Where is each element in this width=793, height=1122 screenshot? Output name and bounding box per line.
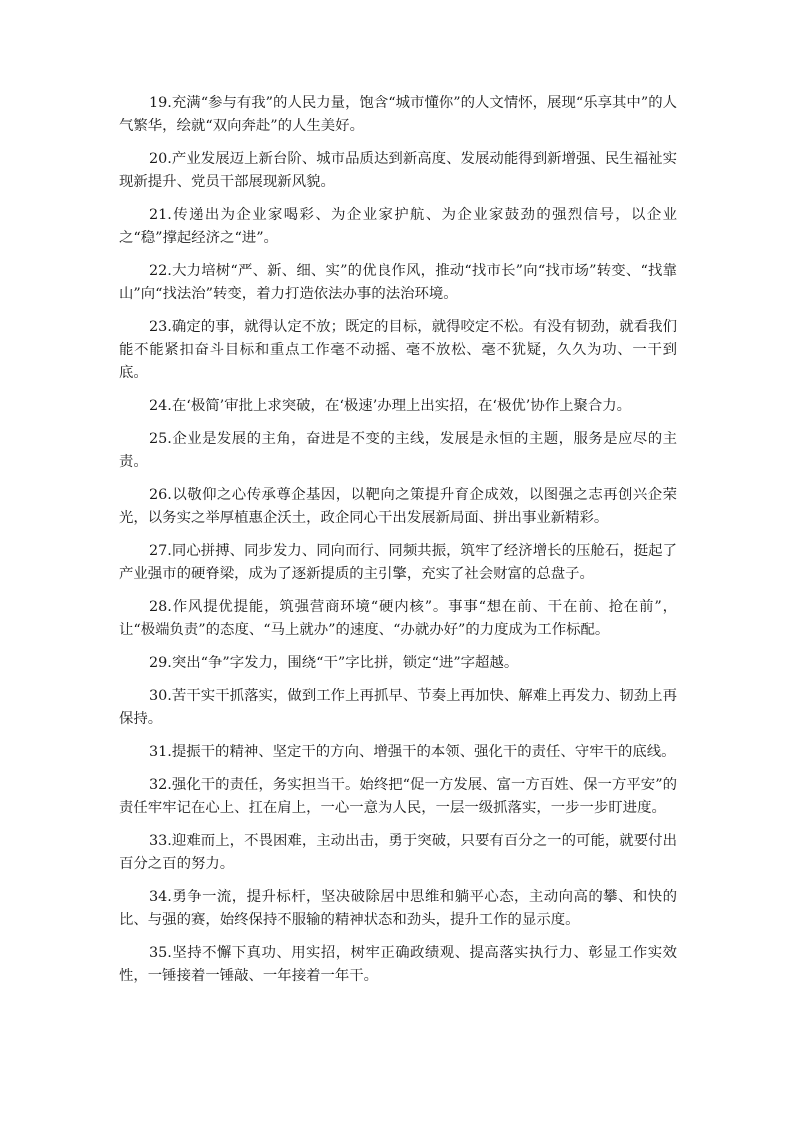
paragraph-32: 32.强化干的责任，务实担当干。始终把“促一方发展、富一方百姓、保一方平安”的责任牢牢记在心上、扛在肩上，一心一意为人民，一层一级抓落实，一步一步盯进度。 (119, 777, 677, 816)
paragraph-29: 29.突出“争”字发力，围绕“干”字比拼，锁定“进”字超越。 (149, 655, 519, 671)
paragraph-24: 24.在‘极简’审批上求突破，在‘极速’办理上出实招，在‘极优’协作上聚合力。 (149, 398, 632, 414)
paragraph-34: 34.勇争一流，提升标杆，坚决破除居中思维和躺平心态，主动向高的攀、和快的比、与强的赛，始终保持不服输的精神状态和劲头，提升工作的显示度。 (119, 889, 677, 928)
paragraph-26: 26.以敬仰之心传承尊企基因，以靶向之策提升育企成效，以图强之志再创兴企荣光，以务实之举厚植惠企沃土，政企同心干出发展新局面、拼出事业新精彩。 (119, 487, 677, 526)
paragraph-28: 28.作风提优提能，筑强营商环境“硬内核”。事事“想在前、干在前、抢在前”，让“极端负责”的态度、“马上就办”的速度、“办就办好”的力度成为工作标配。 (119, 599, 677, 638)
paragraph-23: 23.确定的事，就得认定不放；既定的目标，就得咬定不松。有没有韧劲，就看我们能不能紧扣奋斗目标和重点工作毫不动摇、毫不放松、毫不犹疑，久久为功、一干到底。 (119, 319, 677, 381)
paragraph-31: 31.提振干的精神、坚定干的方向、增强干的本领、强化干的责任、守牢干的底线。 (149, 744, 676, 760)
paragraph-35: 35.坚持不懈下真功、用实招，树牢正确政绩观、提高落实执行力、彰显工作实效性，一锤接着一锤敲、一年接着一年干。 (119, 945, 677, 984)
paragraph-22: 22.大力培树“严、新、细、实”的优良作风，推动“找市长”向“找市场”转变、“找靠山”向“找法治”转变，着力打造依法办事的法治环境。 (119, 263, 677, 302)
paragraph-33: 33.迎难而上，不畏困难，主动出击，勇于突破，只要有百分之一的可能，就要付出百分之百的努力。 (119, 833, 677, 872)
paragraph-20: 20.产业发展迈上新台阶、城市品质达到新高度、发展动能得到新增强、民生福祉实现新提升、党员干部展现新风貌。 (119, 151, 677, 190)
paragraph-21: 21.传递出为企业家喝彩、为企业家护航、为企业家鼓劲的强烈信号，以企业之“稳”撑起经济之“进”。 (119, 207, 677, 246)
paragraph-27: 27.同心拼搏、同步发力、同向而行、同频共振，筑牢了经济增长的压舱石，挺起了产业强市的硬脊梁，成为了逐新提质的主引擎，充实了社会财富的总盘子。 (119, 543, 677, 582)
document-body (119, 92, 677, 998)
paragraph-19: 19.充满“参与有我”的人民力量，饱含“城市懂你”的人文情怀，展现“乐享其中”的人气繁华，绘就“双向奔赴”的人生美好。 (119, 95, 677, 134)
paragraph-30: 30.苦干实干抓落实，做到工作上再抓早、节奏上再加快、解难上再发力、韧劲上再保持。 (119, 688, 677, 727)
paragraph-25: 25.企业是发展的主角，奋进是不变的主线，发展是永恒的主题，服务是应尽的主责。 (119, 431, 677, 470)
